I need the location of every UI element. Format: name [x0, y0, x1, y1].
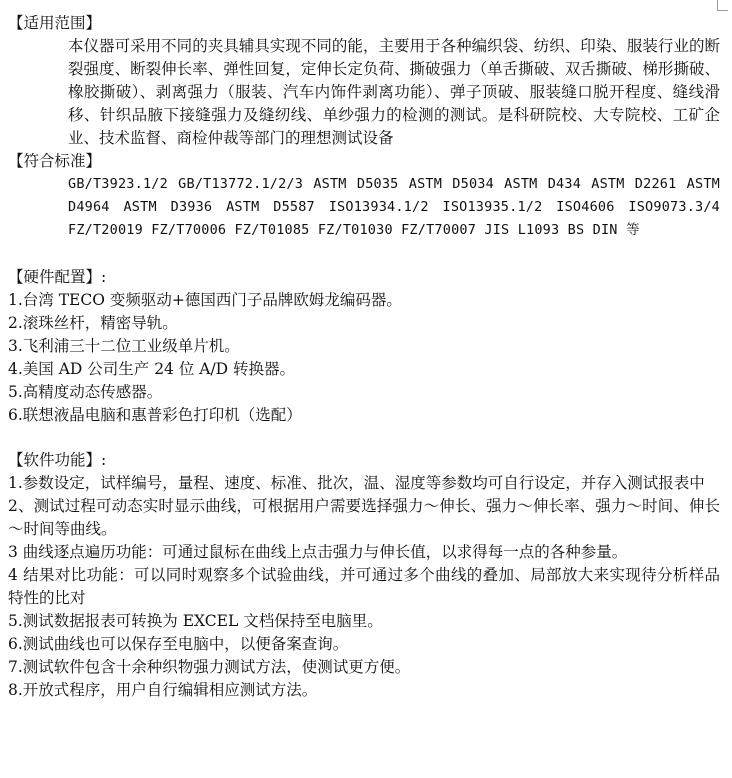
page-corner-mark [717, 0, 728, 11]
software-heading: 【软件功能】: [8, 451, 107, 469]
software-item: 4 结果对比功能：可以同时观察多个试验曲线，并可通过多个曲线的叠加、局部放大来实现待分析样品特性的比对 [8, 566, 720, 607]
document-page [8, 12, 720, 702]
hardware-item: 5.高精度动态传感器。 [8, 383, 163, 401]
spacer [8, 242, 720, 266]
hardware-item: 4.美国 AD 公司生产 24 位 A/D 转换器。 [8, 360, 296, 378]
software-item: 3 曲线逐点遍历功能：可通过鼠标在曲线上点击强力与伸长值，以求得每一点的各种参量。 [8, 543, 628, 561]
software-item: 8.开放式程序，用户自行编辑相应测试方法。 [8, 681, 318, 699]
spacer [8, 427, 720, 449]
software-item: 1.参数设定，试样编号，量程、速度、标准、批次，温、湿度等参数均可自行设定，并存入测试报表中 [8, 474, 705, 492]
software-item: 6.测试曲线也可以保存至电脑中，以便备案查询。 [8, 635, 349, 653]
hardware-item: 1.台湾 TECO 变频驱动+德国西门子品牌欧姆龙编码器。 [8, 291, 402, 309]
software-item: 7.测试软件包含十余种织物强力测试方法，使测试更方便。 [8, 658, 411, 676]
hardware-item: 6.联想液晶电脑和惠普彩色打印机（选配） [8, 406, 302, 424]
hardware-heading: 【硬件配置】: [8, 268, 107, 286]
hardware-item: 2.滚珠丝杆，精密导轨。 [8, 314, 178, 332]
scope-heading: 【适用范围】 [8, 14, 102, 32]
software-item: 5.测试数据报表可转换为 EXCEL 文档保持至电脑里。 [8, 612, 383, 630]
software-item: 2、测试过程可动态实时显示曲线，可根据用户需要选择强力～伸长、强力～伸长率、强力～时间、伸长～时间等曲线。 [8, 497, 720, 538]
scope-paragraph: 本仪器可采用不同的夹具辅具实现不同的能，主要用于各种编织袋、纺织、印染、服装行业的断裂强度、断裂伸长率、弹性回复，定伸长定负荷、撕破强力（单舌撕破、双舌撕破、梯形撕破、橡胶撕破）、剥离强力（服装、汽车内饰件剥离功能）、弹子顶破、服装缝口脱开程度、缝线滑移、针织品腋下接缝强力及缝纫线、单纱强力的检测的测试。是科研院校、大专院校、工矿企业、技术监督、商检仲裁等部门的理想测试设备 [68, 37, 720, 147]
hardware-item: 3.飞利浦三十二位工业级单片机。 [8, 337, 240, 355]
standards-heading: 【符合标准】 [8, 152, 102, 170]
standards-paragraph: GB/T3923.1/2 GB/T13772.1/2/3 ASTM D5035 ASTM D5034 ASTM D434 ASTM D2261 ASTM D4964 ASTM D3936 ASTM D5587 ISO13934.1/2 ISO13935.1/2 ISO4606 ISO9073.3/4 FZ/T20019 FZ/T70006 FZ/T01085 FZ/T01030 FZ/T70007 JIS L1093 BS DIN 等 [68, 176, 720, 238]
